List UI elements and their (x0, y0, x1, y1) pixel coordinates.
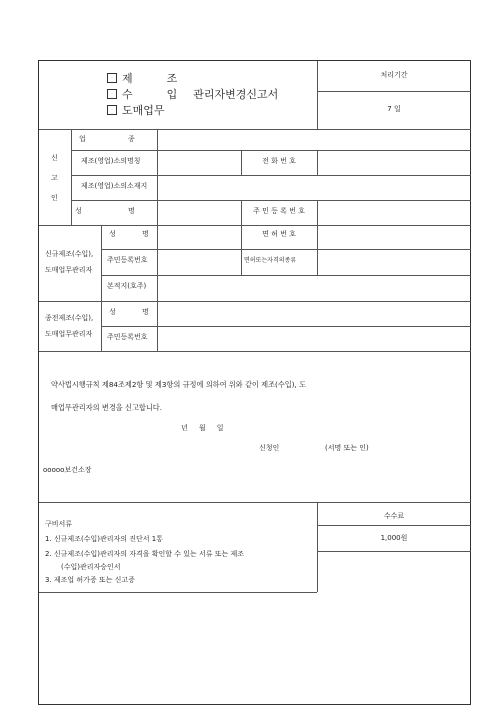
checkbox-wholesale[interactable] (107, 105, 117, 115)
new-manager-license-type-label: 면허또는자격의종류 (244, 257, 297, 264)
form-title: 관리자변경신고서 (193, 88, 279, 101)
checkbox-manufacture[interactable] (107, 73, 117, 83)
applicant-signature-label: 신청인 (259, 444, 280, 452)
fee-label: 수수료 (383, 512, 405, 520)
applicant-resident-no-label: 주 민 등 록 번 호 (253, 207, 305, 215)
prev-manager-label-2: 도매업무관리자 (45, 330, 93, 338)
new-manager-license-no-label: 면 허 번 호 (262, 230, 296, 238)
phone-label: 전 화 번 호 (262, 157, 296, 165)
declaration-date: 년 월 일 (181, 424, 224, 432)
prev-manager-name-label: 성 명 (109, 308, 149, 316)
documents-title: 구비서류 (45, 520, 73, 528)
recipient: ooooo보건소장 (43, 466, 92, 474)
documents-item-3: 3. 제조업 허가증 또는 신고증 (45, 576, 135, 584)
documents-item-2: 2. 신규제조(수입)관리자의 자격을 확인할 수 있는 서류 또는 제조 (45, 550, 244, 558)
business-type-label: 업 종 (79, 135, 135, 143)
documents-item-2-cont: (수입)관리자승인서 (61, 563, 121, 571)
new-manager-label-1: 신규제조(수입), (45, 250, 94, 258)
declaration-line-2: 매업무관리자의 변경을 신고합니다. (51, 403, 163, 412)
company-address-label: 제조(영업)소의소재지 (81, 182, 148, 190)
title-option-manufacture: 제 조 (107, 73, 177, 84)
processing-period-label: 처리기간 (380, 71, 408, 79)
processing-period-value: 7 일 (387, 105, 401, 113)
fee-value: 1,000원 (380, 534, 408, 542)
company-name-label: 제조(영업)소의명칭 (81, 157, 141, 165)
prev-manager-resident-no-label: 주민등록번호 (107, 333, 148, 341)
title-option-wholesale: 도매업무 (107, 105, 165, 116)
new-manager-label-2: 도매업무관리자 (45, 266, 93, 274)
application-form (38, 60, 471, 705)
signature-or-seal: (서명 또는 인) (325, 444, 369, 452)
prev-manager-label-1: 종전제조(수입), (45, 314, 94, 322)
applicant-name-label: 성 명 (75, 207, 135, 215)
new-manager-domicile-label: 본적지(호주) (107, 282, 147, 290)
applicant-label-2: 고 (51, 174, 58, 182)
applicant-label-1: 신 (51, 154, 58, 162)
applicant-label-3: 인 (51, 194, 58, 202)
documents-item-1: 1. 신규제조(수입)관리자의 진단서 1통 (45, 535, 163, 543)
checkbox-import[interactable] (107, 89, 117, 99)
new-manager-resident-no-label: 주민등록번호 (107, 256, 148, 264)
declaration-line-1: 약사법시행규칙 제84조제2항 및 제3항의 규정에 의하여 위와 같이 제조(수입), 도 (51, 380, 307, 389)
new-manager-name-label: 성 명 (109, 230, 149, 238)
title-option-import: 수 입 관리자변경신고서 (107, 89, 278, 100)
